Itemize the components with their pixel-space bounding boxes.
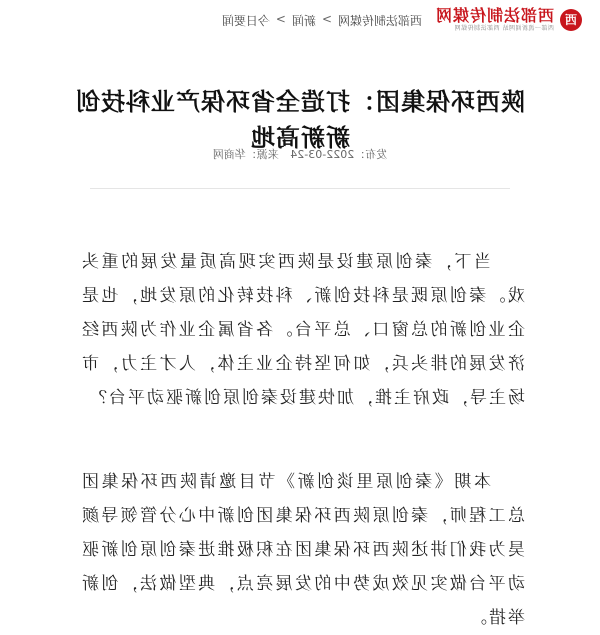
breadcrumb-home-link[interactable]: 西部法制传媒网	[337, 14, 422, 28]
article-title: 陕西环保集团：打造全省环保产业科技创新新高地	[75, 88, 525, 153]
article-paragraph: 当下，秦创原建设是陕西实现高质量发展的重头戏。秦创原既是科技创新、科技转化的原发地，也是企业创新的总窗口、总平台。各省属企业作为陕西经济发展的排头兵，如何坚持企业主体，人才主力，市场主导，政府主推，加快建设秦创原创新驱动平台？	[80, 252, 525, 408]
top-bar	[0, 0, 600, 40]
breadcrumb	[222, 12, 422, 29]
article-meta	[0, 146, 600, 162]
breadcrumb-today-link[interactable]: 今日要闻	[221, 14, 270, 28]
site-logo[interactable]	[435, 6, 582, 34]
logo-name: 西部法制传媒网	[434, 6, 554, 25]
breadcrumb-separator: >	[321, 12, 332, 26]
article-source: 来源：华商网	[212, 148, 279, 161]
logo-tagline: 西部一流新闻网站 西部法制传媒网	[454, 25, 554, 32]
breadcrumb-separator: >	[275, 12, 286, 26]
divider	[90, 188, 510, 189]
logo-icon: 西	[560, 9, 582, 31]
article-paragraph: 本期《秦创原里谈创新》节目邀请陕西环保集团总工程师，秦创原陕西环保集团创新中心分管领导颜昊为我们讲述陕西环保集团在积极推进秦创原创新驱动平台做实见效成势中的发展亮点，典型做法，创新举措。	[80, 472, 525, 628]
logo-text	[435, 7, 554, 33]
publish-date: 发布：2022-03-24	[290, 148, 388, 161]
breadcrumb-news-link[interactable]: 新闻	[291, 14, 316, 28]
